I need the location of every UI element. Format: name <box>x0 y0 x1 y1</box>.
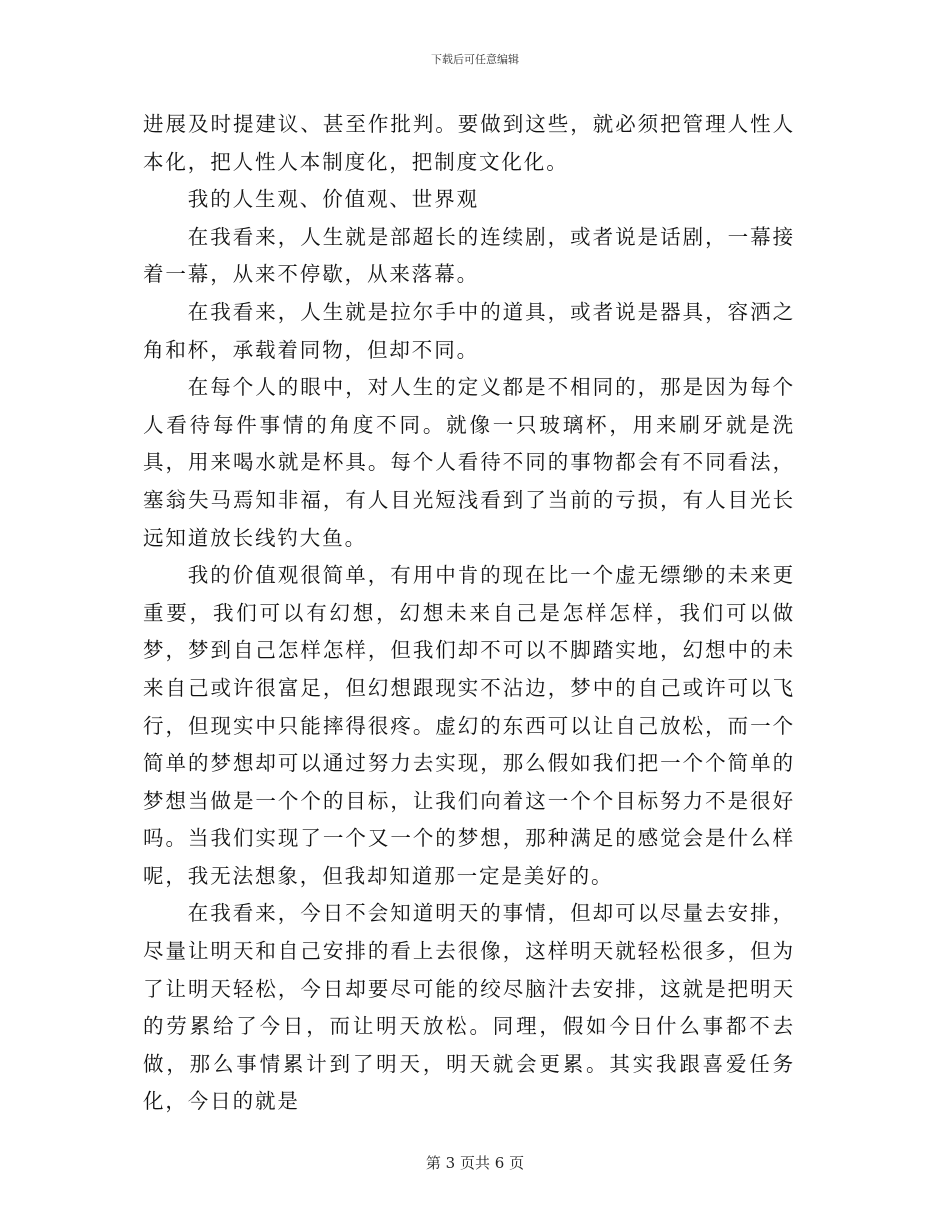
paragraph-7: 在我看来，今日不会知道明天的事情，但却可以尽量去安排，尽量让明天和自己安排的看上去很像，这样明天就轻松很多，但为了让明天轻松，今日却要尽可能的绞尽脑汁去安排，这就是把明天的劳累给了今日，而让明天放松。同理，假如今日什么事都不去做，那么事情累计到了明天，明天就会更累。其实我跟喜爱任务化，今日的就是 <box>143 901 795 1114</box>
page-footer: 第 3 页共 6 页 <box>425 1154 525 1172</box>
paragraph-heading: 我的人生观、价值观、世界观 <box>187 187 479 212</box>
paragraph-5: 在每个人的眼中，对人生的定义都是不相同的，那是因为每个人看待每件事情的角度不同。就像一只玻璃杯，用来刷牙就是洗具，用来喝水就是杯具。每个人看待不同的事物都会有不同看法，塞翁失马焉知非福，有人目光短浅看到了当前的亏损，有人目光长远知道放长线钓大鱼。 <box>143 375 795 550</box>
page-header: 下载后可任意编辑 <box>431 53 519 66</box>
paragraph-1: 进展及时提建议、甚至作批判。要做到这些，就必须把管理人性人本化，把人性人本制度化，把制度文化化。 <box>143 112 795 174</box>
paragraph-6: 我的价值观很简单，有用中肯的现在比一个虚无缥缈的未来更重要，我们可以有幻想，幻想未来自己是怎样怎样，我们可以做梦，梦到自己怎样怎样，但我们却不可以不脚踏实地，幻想中的未来自己或许很富足，但幻想跟现实不沾边，梦中的自己或许可以飞行，但现实中只能摔得很疼。虚幻的东西可以让自己放松，而一个简单的梦想却可以通过努力去实现，那么假如我们把一个个简单的梦想当做是一个个的目标，让我们向着这一个个目标努力不是很好吗。当我们实现了一个又一个的梦想，那种满足的感觉会是什么样呢，我无法想象，但我却知道那一定是美好的。 <box>143 563 795 888</box>
paragraph-4: 在我看来，人生就是拉尔手中的道具，或者说是器具，容洒之角和杯，承载着同物，但却不同。 <box>143 299 795 362</box>
document-body <box>143 106 795 1121</box>
paragraph-3: 在我看来，人生就是部超长的连续剧，或者说是话剧，一幕接着一幕，从来不停歇，从来落幕。 <box>143 224 795 287</box>
